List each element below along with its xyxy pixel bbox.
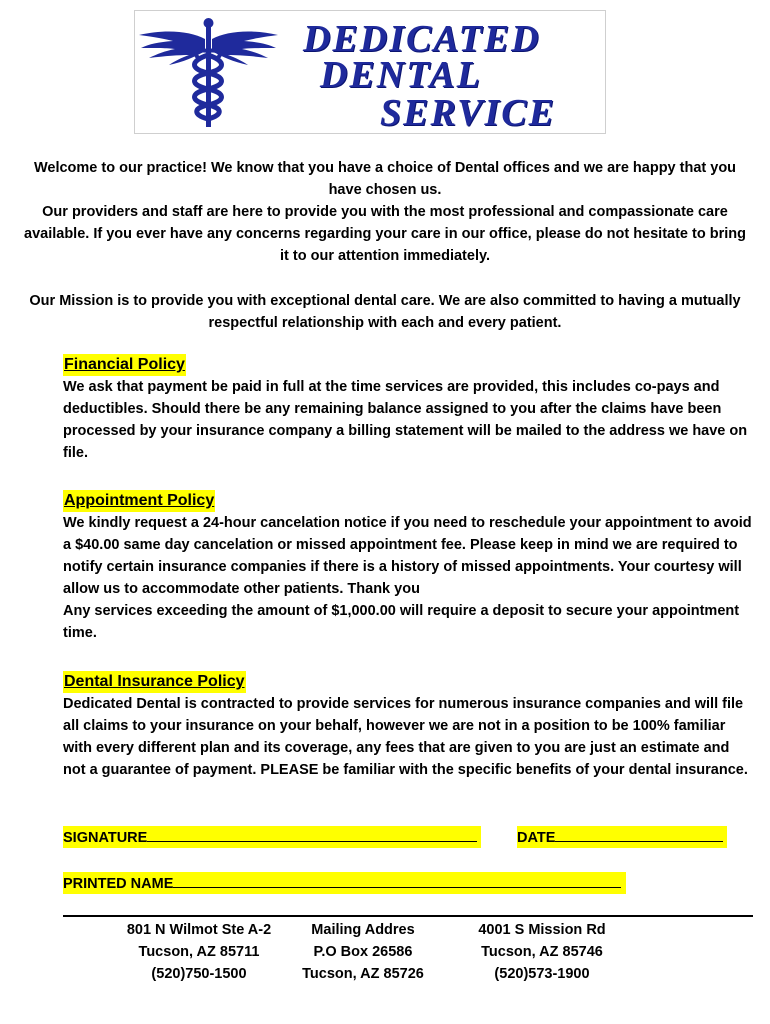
deposit-policy-body: Any services exceeding the amount of $1,000.00 will require a deposit to secure your appointment time. <box>63 603 740 641</box>
footer-divider <box>63 915 753 917</box>
insurance-policy-heading: Dental Insurance Policy <box>63 671 246 693</box>
appointment-policy-heading: Appointment Policy <box>63 490 215 512</box>
signature-field[interactable] <box>63 826 481 848</box>
welcome-text: Welcome to our practice! We know that you have a choice of Dental offices and we are happy that you have chosen us. <box>33 160 737 198</box>
signature-blank-line[interactable] <box>147 826 477 842</box>
providers-text: Our providers and staff are here to provide you with the most professional and compassionate care available. If you ever have any concerns regarding your care in our office, please do not hesitate to bring it to our attention immediately. <box>24 204 746 264</box>
address-phone: (520)750-1500 <box>151 966 247 982</box>
date-label: DATE <box>517 830 556 846</box>
address-line: Tucson, AZ 85746 <box>481 944 603 960</box>
insurance-policy-section <box>63 671 753 781</box>
address-line: P.O Box 26586 <box>313 944 413 960</box>
address-phone: (520)573-1900 <box>494 966 590 982</box>
mission-statement <box>20 290 750 334</box>
address-mission <box>457 919 627 985</box>
welcome-intro <box>20 157 750 267</box>
printed-name-blank-line[interactable] <box>173 872 621 888</box>
signature-label: SIGNATURE <box>63 830 148 846</box>
printed-name-field[interactable] <box>63 872 626 894</box>
address-line: 801 N Wilmot Ste A-2 <box>126 922 272 938</box>
address-wilmot <box>114 919 284 985</box>
address-line: 4001 S Mission Rd <box>478 922 606 938</box>
date-field[interactable] <box>517 826 727 848</box>
logo-line-2: DENTAL <box>320 54 482 96</box>
financial-policy-body: We ask that payment be paid in full at the time services are provided, this includes co-pays and deductibles. Should there be any remaining balance assigned to you after the claims have been processed by your insurance company a billing statement will be mailed to the address we have on file. <box>63 379 748 461</box>
address-line: Tucson, AZ 85711 <box>138 944 260 960</box>
address-line: Tucson, AZ 85726 <box>302 966 424 982</box>
printed-name-label: PRINTED NAME <box>63 876 174 892</box>
appointment-policy-section <box>63 490 753 644</box>
address-mailing <box>278 919 448 985</box>
financial-policy-heading: Financial Policy <box>63 354 186 376</box>
insurance-policy-body: Dedicated Dental is contracted to provide services for numerous insurance companies and will file all claims to your insurance on your behalf, however we are not in a position to be 100% familiar with every different plan and its coverage, any fees that are given to you are just an estimate and not a guarantee of payment. PLEASE be familiar with the specific benefits of your dental insurance. <box>63 696 748 778</box>
logo-line-1: DEDICATED <box>303 18 541 60</box>
date-blank-line[interactable] <box>555 826 723 842</box>
appointment-policy-body: We kindly request a 24-hour cancelation notice if you need to reschedule your appointment to avoid a $40.00 same day cancelation or missed appointment fee. Please keep in mind we are required to notify certain insurance companies if there is a history of missed appointments. Your courtesy will allow us to accommodate other patients. Thank you <box>63 515 752 597</box>
logo <box>134 10 606 134</box>
logo-line-3: SERVICE <box>380 92 556 134</box>
mission-text: Our Mission is to provide you with exceptional dental care. We are also committed to having a mutually respectful relationship with each and every patient. <box>29 293 741 331</box>
financial-policy-section <box>63 354 753 464</box>
address-line: Mailing Addres <box>311 922 415 938</box>
